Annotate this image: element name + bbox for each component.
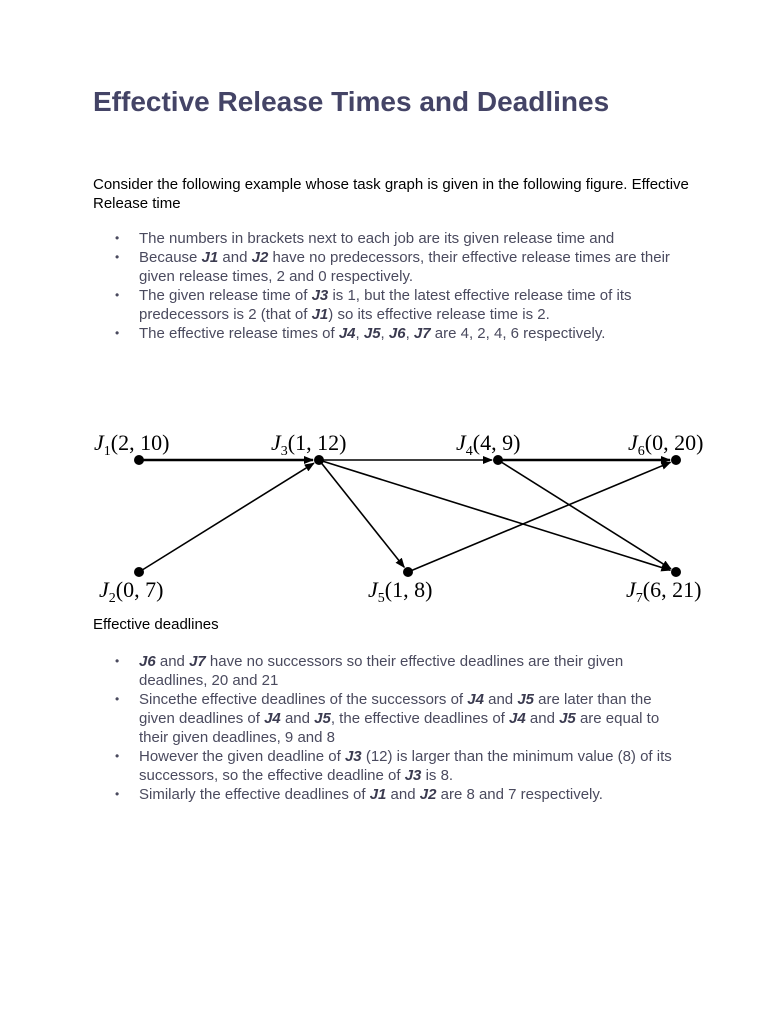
list-item [93, 248, 683, 286]
list-item [93, 785, 683, 804]
node-j4 [493, 455, 503, 465]
text-run: , [380, 325, 389, 342]
job-name: J1 [369, 786, 387, 803]
node-j1 [134, 455, 144, 465]
text-run: is 1, but the latest effective release time of its predecessors is 2 (that of [139, 287, 632, 323]
text-run: ) so its effective release time is 2. [328, 306, 550, 323]
job-name: J5 [314, 710, 331, 727]
text-run: (12) is larger than the minimum value (8) of its successors, so the effective deadline of [139, 748, 672, 784]
text-run: However the given deadline of [139, 748, 345, 765]
text-run: is 8. [421, 767, 454, 784]
list-item [93, 652, 683, 690]
node-j5 [403, 567, 413, 577]
job-name: J2 [419, 786, 437, 803]
text-run: and [155, 653, 190, 670]
job-name: J2 [251, 249, 269, 266]
text-run: and [483, 691, 518, 708]
job-name: J3 [344, 748, 362, 765]
text-run: and [525, 710, 560, 727]
node-j2 [134, 567, 144, 577]
node-j6 [671, 455, 681, 465]
text-run: are 4, 2, 4, 6 respectively. [430, 325, 606, 342]
edge-j5-j6 [408, 462, 670, 572]
list-item [93, 747, 683, 785]
text-run: and [218, 249, 252, 266]
job-name: J4 [467, 691, 484, 708]
job-name: J7 [189, 653, 206, 670]
job-name: J1 [311, 306, 329, 323]
text-run: and [386, 786, 420, 803]
text-run: Similarly the effective deadlines of [139, 786, 370, 803]
page-title: Effective Release Times and Deadlines [93, 86, 610, 117]
job-name: J1 [201, 249, 219, 266]
text-run: The given release time of [139, 287, 312, 304]
job-name: J5 [517, 691, 534, 708]
node-label-j5: $J_5(1$, 8) [368, 577, 433, 606]
edge-j2-j3 [139, 463, 314, 572]
text-run: The effective release times of [139, 325, 339, 342]
edge-j3-j5 [319, 460, 404, 567]
job-name: J7 [413, 325, 431, 342]
job-name: J5 [559, 710, 576, 727]
list-item [93, 229, 683, 248]
node-j7 [671, 567, 681, 577]
node-label-j3: $J_3(1$, 12) [271, 430, 347, 459]
text-run: , [405, 325, 414, 342]
node-label-j1: $J_1(2$, 10) [94, 430, 170, 459]
job-name: J6 [139, 653, 156, 670]
text-run: are equal to their given deadlines, 9 and 8 [139, 710, 660, 746]
job-name: J4 [264, 710, 281, 727]
list-item [93, 286, 683, 324]
edge-j3-j7 [319, 460, 670, 570]
text-run: have no predecessors, their effective release times are their given release times, 2 and 0 respectively. [139, 249, 670, 285]
intro-paragraph: Consider the following example whose task graph is given in the following figure. Effective Release time [93, 176, 689, 212]
text-run: , [355, 325, 364, 342]
job-name: J4 [338, 325, 356, 342]
job-name: J3 [311, 287, 329, 304]
job-name: J6 [388, 325, 406, 342]
text-run: Sincethe effective deadlines of the successors of [139, 691, 468, 708]
text-run: Because [139, 249, 202, 266]
edge-j4-j7 [498, 460, 671, 569]
list-item [93, 690, 683, 747]
text-run: have no successors so their effective deadlines are their given deadlines, 20 and 21 [139, 653, 624, 689]
task-graph [80, 415, 730, 610]
text-run: are later than the given deadlines of [139, 691, 652, 727]
list-item [93, 324, 683, 343]
release-time-list [93, 229, 683, 343]
node-j3 [314, 455, 324, 465]
node-label-j4: $J_4(4$, 9) [456, 430, 521, 459]
effective-deadlines-heading: Effective deadlines [93, 616, 219, 633]
job-name: J4 [509, 710, 526, 727]
job-name: J5 [363, 325, 381, 342]
deadline-list [93, 652, 683, 804]
text-run: are 8 and 7 respectively. [436, 786, 603, 803]
text-run: The numbers in brackets next to each job are its given release time and [139, 230, 615, 247]
text-run: , the effective deadlines of [330, 710, 510, 727]
node-label-j2: $J_2(0$, 7) [99, 577, 164, 606]
node-label-j6: $J_6(0$, 20) [628, 430, 704, 459]
job-name: J3 [404, 767, 422, 784]
text-run: and [280, 710, 315, 727]
node-label-j7: $J_7(6$, 21) [626, 577, 702, 606]
